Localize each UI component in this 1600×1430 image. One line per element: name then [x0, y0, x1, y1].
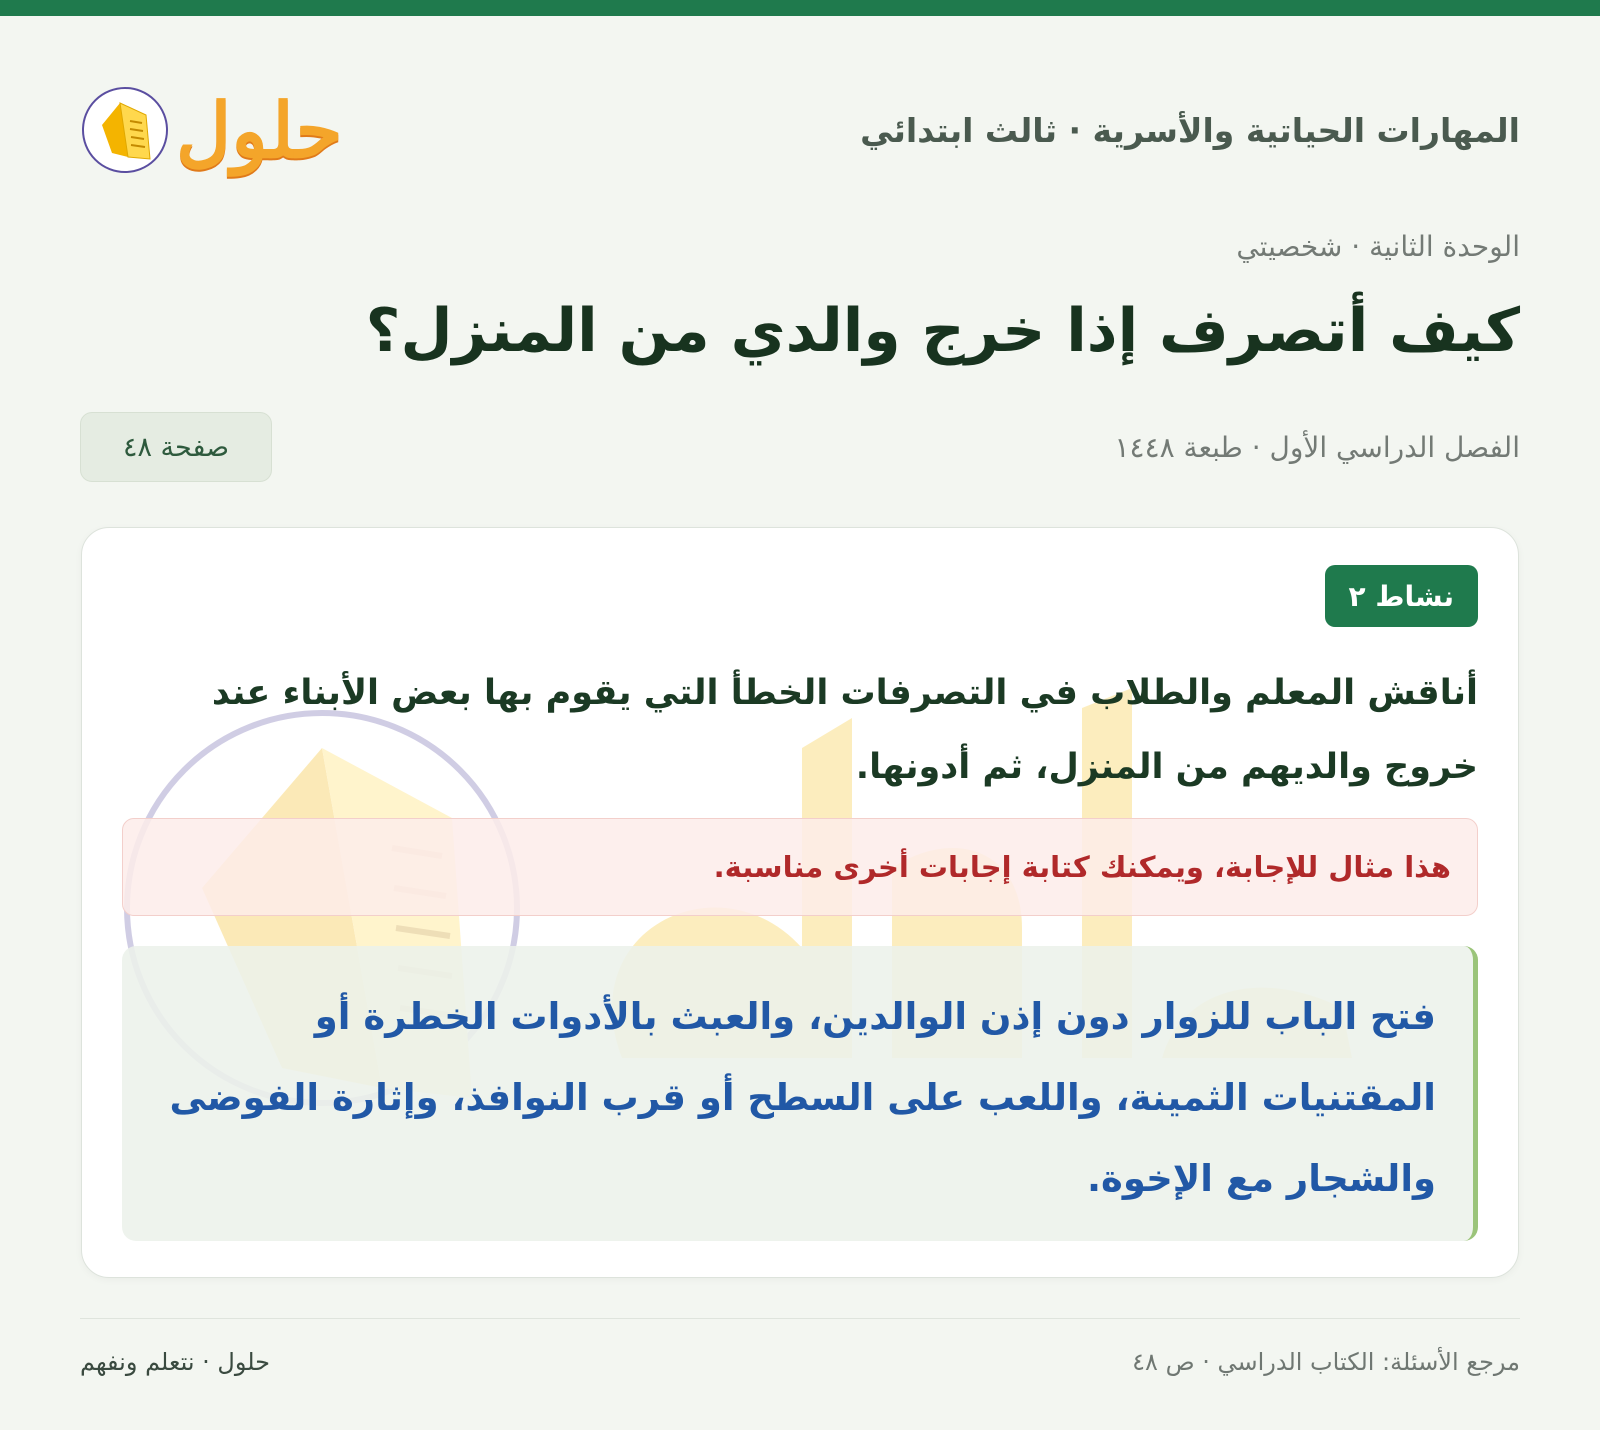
subject-title: المهارات الحياتية والأسرية · ثالث ابتدائي [860, 110, 1520, 150]
page-header [80, 60, 1520, 200]
activity-badge: نشاط ٢ [1325, 565, 1478, 627]
footer-brand[interactable]: حلول · نتعلم ونفهم [80, 1348, 270, 1376]
answer-disclaimer-note: هذا مثال للإجابة، ويمكنك كتابة إجابات أخرى مناسبة. [122, 818, 1478, 916]
page-footer [80, 1348, 1520, 1376]
book-emblem-icon [80, 85, 170, 175]
question-source-reference: مرجع الأسئلة: الكتاب الدراسي · ص ٤٨ [1132, 1348, 1520, 1376]
unit-breadcrumb: الوحدة الثانية · شخصيتي [1236, 230, 1520, 263]
logo-wordmark: حلول [176, 85, 343, 175]
page-title: كيف أتصرف إذا خرج والدي من المنزل؟ [365, 296, 1520, 366]
model-answer: فتح الباب للزوار دون إذن الوالدين، والعبث بالأدوات الخطرة أو المقتنيات الثمينة، واللعب على السطح أو قرب النوافذ، وإثارة الفوضى والشجار مع الإخوة. [122, 946, 1478, 1241]
activity-question: أناقش المعلم والطلاب في التصرفات الخطأ التي يقوم بها بعض الأبناء عند خروج والديهم من المنزل، ثم أدونها. [211, 673, 1478, 787]
lesson-meta-row [80, 412, 1520, 482]
footer-divider [80, 1318, 1520, 1319]
top-accent-bar [0, 0, 1600, 16]
activity-card [81, 527, 1519, 1278]
term-edition: الفصل الدراسي الأول · طبعة ١٤٤٨ [1114, 430, 1520, 464]
page-number-badge: صفحة ٤٨ [80, 412, 272, 482]
site-logo[interactable] [80, 85, 343, 175]
